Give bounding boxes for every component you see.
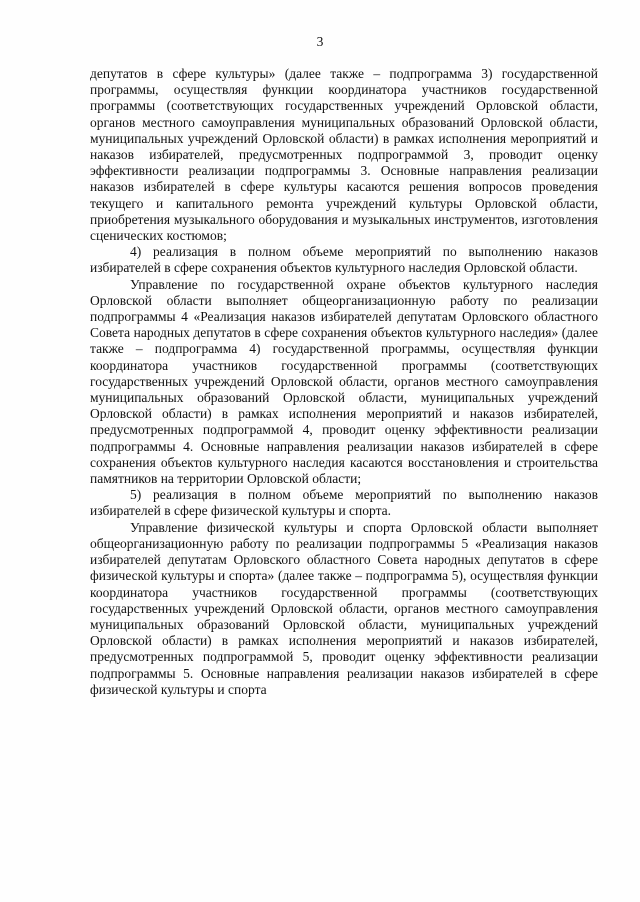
paragraph: Управление физической культуры и спорта Орловской области выполняет общеорганизационную работу по реализации подпрограммы 5 «Реализация наказов избирателей депутатам Орловского областного Совета народных депутатов в сфере физической культуры и спорта» (далее также – подпрограмма 5), осуществляя функции координатора участников государственной программы (соответствующих государственных учреждений Орловской области, органов местного самоуправления муниципальных образований Орловской области, муниципальных учреждений Орловской области) в рамках исполнения мероприятий и наказов избирателей, предусмотренных подпрограммой 5, проводит оценку эффективности реализации подпрограммы 5. Основные направления реализации наказов избирателей в сфере физической культуры и спорта — [90, 519, 598, 697]
paragraph: 5) реализация в полном объеме мероприятий по выполнению наказов избирателей в сфере физической культуры и спорта. — [90, 487, 598, 519]
document-body — [90, 66, 598, 698]
paragraph: 4) реализация в полном объеме мероприятий по выполнению наказов избирателей в сфере сохранения объектов культурного наследия Орловской области. — [90, 244, 598, 276]
paragraph: Управление по государственной охране объектов культурного наследия Орловской области выполняет общеорганизационную работу по реализации подпрограммы 4 «Реализация наказов избирателей депутатам Орловского областного Совета народных депутатов в сфере сохранения объектов культурного наследия» (далее также – подпрограмма 4) государственной программы, осуществляя функции координатора участников государственной программы (соответствующих государственных учреждений Орловской области, органов местного самоуправления муниципальных образований Орловской области, муниципальных учреждений Орловской области) в рамках исполнения мероприятий и наказов избирателей, предусмотренных подпрограммой 4, проводит оценку эффективности реализации подпрограммы 4. Основные направления реализации наказов избирателей в сфере сохранения объектов культурного наследия касаются восстановления и строительства памятников на территории Орловской области; — [90, 276, 598, 487]
paragraph: депутатов в сфере культуры» (далее также – подпрограмма 3) государственной программы, осуществляя функции координатора участников государственной программы (соответствующих государственных учреждений Орловской области, органов местного самоуправления муниципальных образований Орловской области, муниципальных учреждений Орловской области) в рамках исполнения мероприятий и наказов избирателей, предусмотренных подпрограммой 3, проводит оценку эффективности реализации подпрограммы 3. Основные направления реализации наказов избирателей в сфере культуры касаются решения вопросов проведения текущего и капитального ремонта учреждений культуры Орловской области, приобретения музыкального оборудования и музыкальных инструментов, изготовления сценических костюмов; — [90, 66, 598, 244]
page-number: 3 — [316, 34, 324, 49]
